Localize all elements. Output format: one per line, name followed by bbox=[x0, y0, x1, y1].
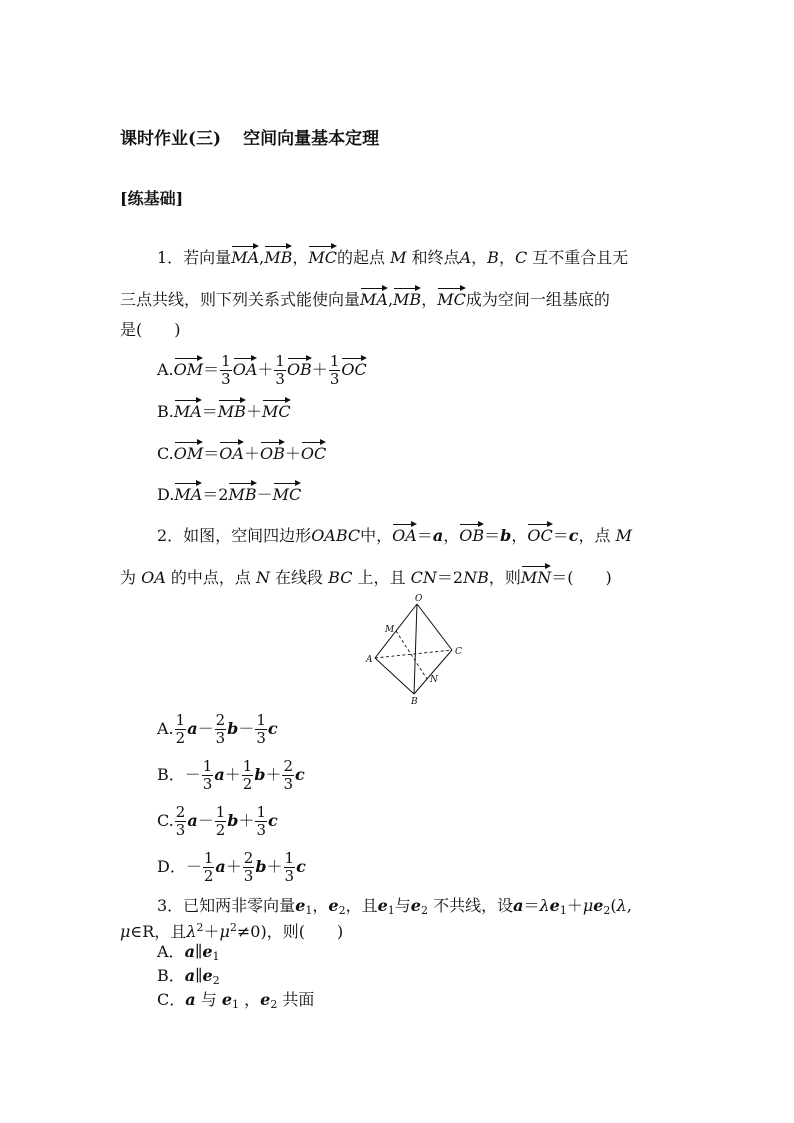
label-A: A bbox=[366, 655, 373, 665]
q2-option-b: B．－ $\frac{1}{3}$ a＋ $\frac{1}{2}$ b＋ $\frac{2}{3}$ c bbox=[157, 757, 305, 793]
label-C: C bbox=[455, 647, 462, 657]
q3-line1: 3．已知两非零向量$e_1$，$e_2$，且$e_1$与$e_2$ 不共线，设$a=\lambda e_1+\mu e_2(\lambda$, bbox=[157, 896, 632, 917]
q2-option-d: D．－ $\frac{1}{2}$ a＋ $\frac{2}{3}$ b＋ $\frac{1}{3}$ c bbox=[157, 849, 306, 885]
title-right: 空间向量基本定理 bbox=[243, 129, 380, 149]
edge-AB bbox=[375, 658, 414, 694]
q2-option-a: A. $\frac{1}{2}$ a－ $\frac{2}{3}$ b－ $\frac{1}{3}$ c bbox=[157, 711, 278, 747]
q1-line2: 三点共线，则下列关系式能使向量MA,MB，MC成为空间一组基底的 bbox=[120, 286, 610, 310]
page-title bbox=[120, 124, 379, 149]
edge-BC bbox=[414, 650, 452, 694]
label-B: B bbox=[411, 697, 418, 707]
q3-option-c: C．a 与 $e_1$ ，$e_2$ 共面 bbox=[157, 990, 315, 1011]
label-M: M bbox=[385, 625, 395, 635]
q1-option-d: D.MA＝2MB－MC bbox=[157, 481, 301, 505]
q1-line1: 1．若向量MA,MB，MC的起点 M 和终点A，B，C 互不重合且无 bbox=[157, 244, 628, 268]
tetrahedron-figure bbox=[360, 592, 470, 710]
segment-MN bbox=[396, 631, 427, 679]
q1-option-a: A.OM＝ $\frac{1}{3}$ OA＋ $\frac{1}{3}$ OB＋ $\frac{1}{3}$ OC bbox=[157, 352, 367, 388]
label-N: N bbox=[430, 675, 438, 685]
q3-option-a: A．$a\parallel e_1$ bbox=[157, 942, 220, 963]
q1-line3: 是( ) bbox=[120, 320, 181, 339]
label-O: O bbox=[415, 594, 423, 604]
edge-OC bbox=[417, 604, 452, 650]
q2-option-c: C. $\frac{2}{3}$ a－ $\frac{1}{2}$ b＋ $\frac{1}{3}$ c bbox=[157, 803, 278, 839]
edge-OB bbox=[414, 604, 417, 694]
q1-option-b: B.MA＝MB＋MC bbox=[157, 398, 291, 422]
section-heading: [练基础] bbox=[120, 189, 184, 208]
q3-option-b: B．$a\parallel e_2$ bbox=[157, 966, 220, 987]
q1-option-c: C.OM＝OA＋OB＋OC bbox=[157, 440, 326, 464]
title-left: 课时作业(三) bbox=[120, 129, 222, 149]
q2-line2: 为 OA 的中点，点 N 在线段 BC 上，且 CN＝2NB，则MN＝( ) bbox=[120, 564, 612, 588]
edge-AC-hidden bbox=[375, 650, 452, 658]
q3-line2: μ∈R，且$\lambda^2+\mu^2\ne 0$)，则( ) bbox=[120, 921, 344, 941]
q2-line1: 2．如图，空间四边形OABC中，OA＝a，OB＝b，OC＝c，点 M bbox=[157, 522, 632, 546]
